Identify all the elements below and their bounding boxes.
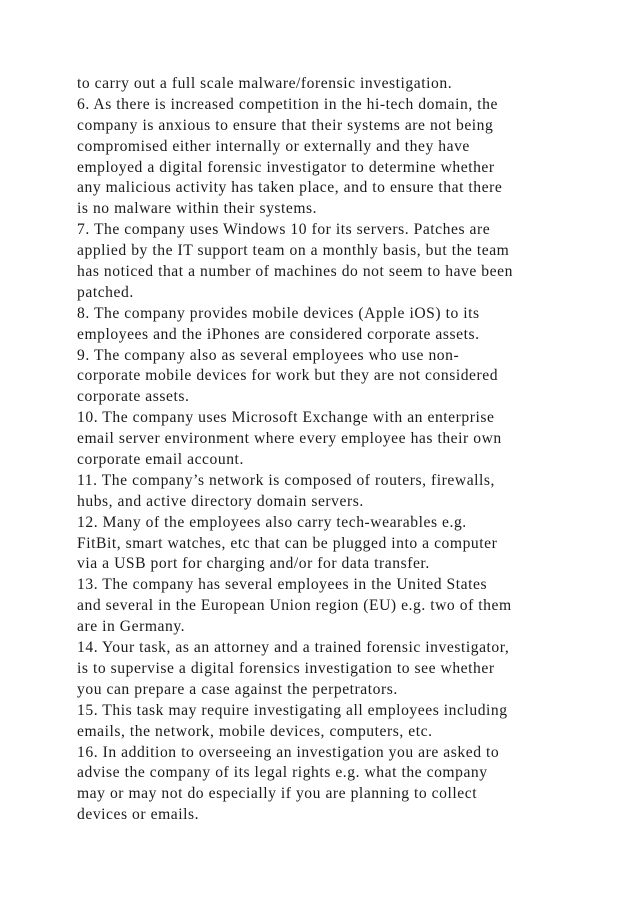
text-line: via a USB port for charging and/or for data transfer. (77, 555, 430, 573)
text-line: company is anxious to ensure that their systems are not being (77, 116, 494, 134)
text-line: 16. In addition to overseeing an investigation you are asked to (77, 743, 500, 761)
text-line: you can prepare a case against the perpetrators. (77, 680, 398, 698)
text-line: advise the company of its legal rights e.g. what the company (77, 764, 488, 782)
text-line: may or may not do especially if you are planning to collect (77, 785, 478, 803)
text-line: corporate email account. (77, 451, 244, 469)
text-line: 6. As there is increased competition in the hi-tech domain, the (77, 95, 498, 113)
text-line: to carry out a full scale malware/forensic investigation. (77, 75, 453, 92)
text-line: 11. The company’s network is composed of routers, firewalls, (77, 471, 495, 489)
text-line: 15. This task may require investigating all employees including (77, 701, 508, 719)
text-line: 10. The company uses Microsoft Exchange with an enterprise (77, 409, 495, 427)
text-line: applied by the IT support team on a monthly basis, but the team (77, 242, 510, 260)
text-line: FitBit, smart watches, etc that can be plugged into a computer (77, 534, 498, 552)
text-line: is to supervise a digital forensics investigation to see whether (77, 659, 495, 677)
text-line: any malicious activity has taken place, and to ensure that there (77, 179, 503, 197)
text-line: compromised either internally or externally and they have (77, 137, 470, 155)
text-line: hubs, and active directory domain servers. (77, 492, 364, 510)
text-line: patched. (77, 283, 134, 301)
text-line: 7. The company uses Windows 10 for its servers. Patches are (77, 221, 491, 239)
document-page (77, 74, 622, 826)
text-line: corporate mobile devices for work but they are not considered (77, 367, 499, 385)
text-line: 12. Many of the employees also carry tech-wearables e.g. (77, 513, 467, 531)
text-line: has noticed that a number of machines do not seem to have been (77, 263, 513, 281)
text-line: devices or emails. (77, 806, 200, 824)
text-line: employed a digital forensic investigator to determine whether (77, 158, 495, 176)
text-line: 13. The company has several employees in the United States (77, 576, 488, 594)
text-line: 8. The company provides mobile devices (Apple iOS) to its (77, 304, 480, 322)
text-line: corporate assets. (77, 388, 190, 406)
text-line: emails, the network, mobile devices, computers, etc. (77, 722, 433, 740)
text-line: email server environment where every employee has their own (77, 430, 502, 448)
text-line: employees and the iPhones are considered corporate assets. (77, 325, 480, 343)
text-line: and several in the European Union region (EU) e.g. two of them (77, 597, 512, 615)
text-line: is no malware within their systems. (77, 200, 318, 218)
text-line: 9. The company also as several employees who use non- (77, 346, 460, 364)
text-line: are in Germany. (77, 618, 186, 636)
text-line: 14. Your task, as an attorney and a trained forensic investigator, (77, 639, 510, 657)
